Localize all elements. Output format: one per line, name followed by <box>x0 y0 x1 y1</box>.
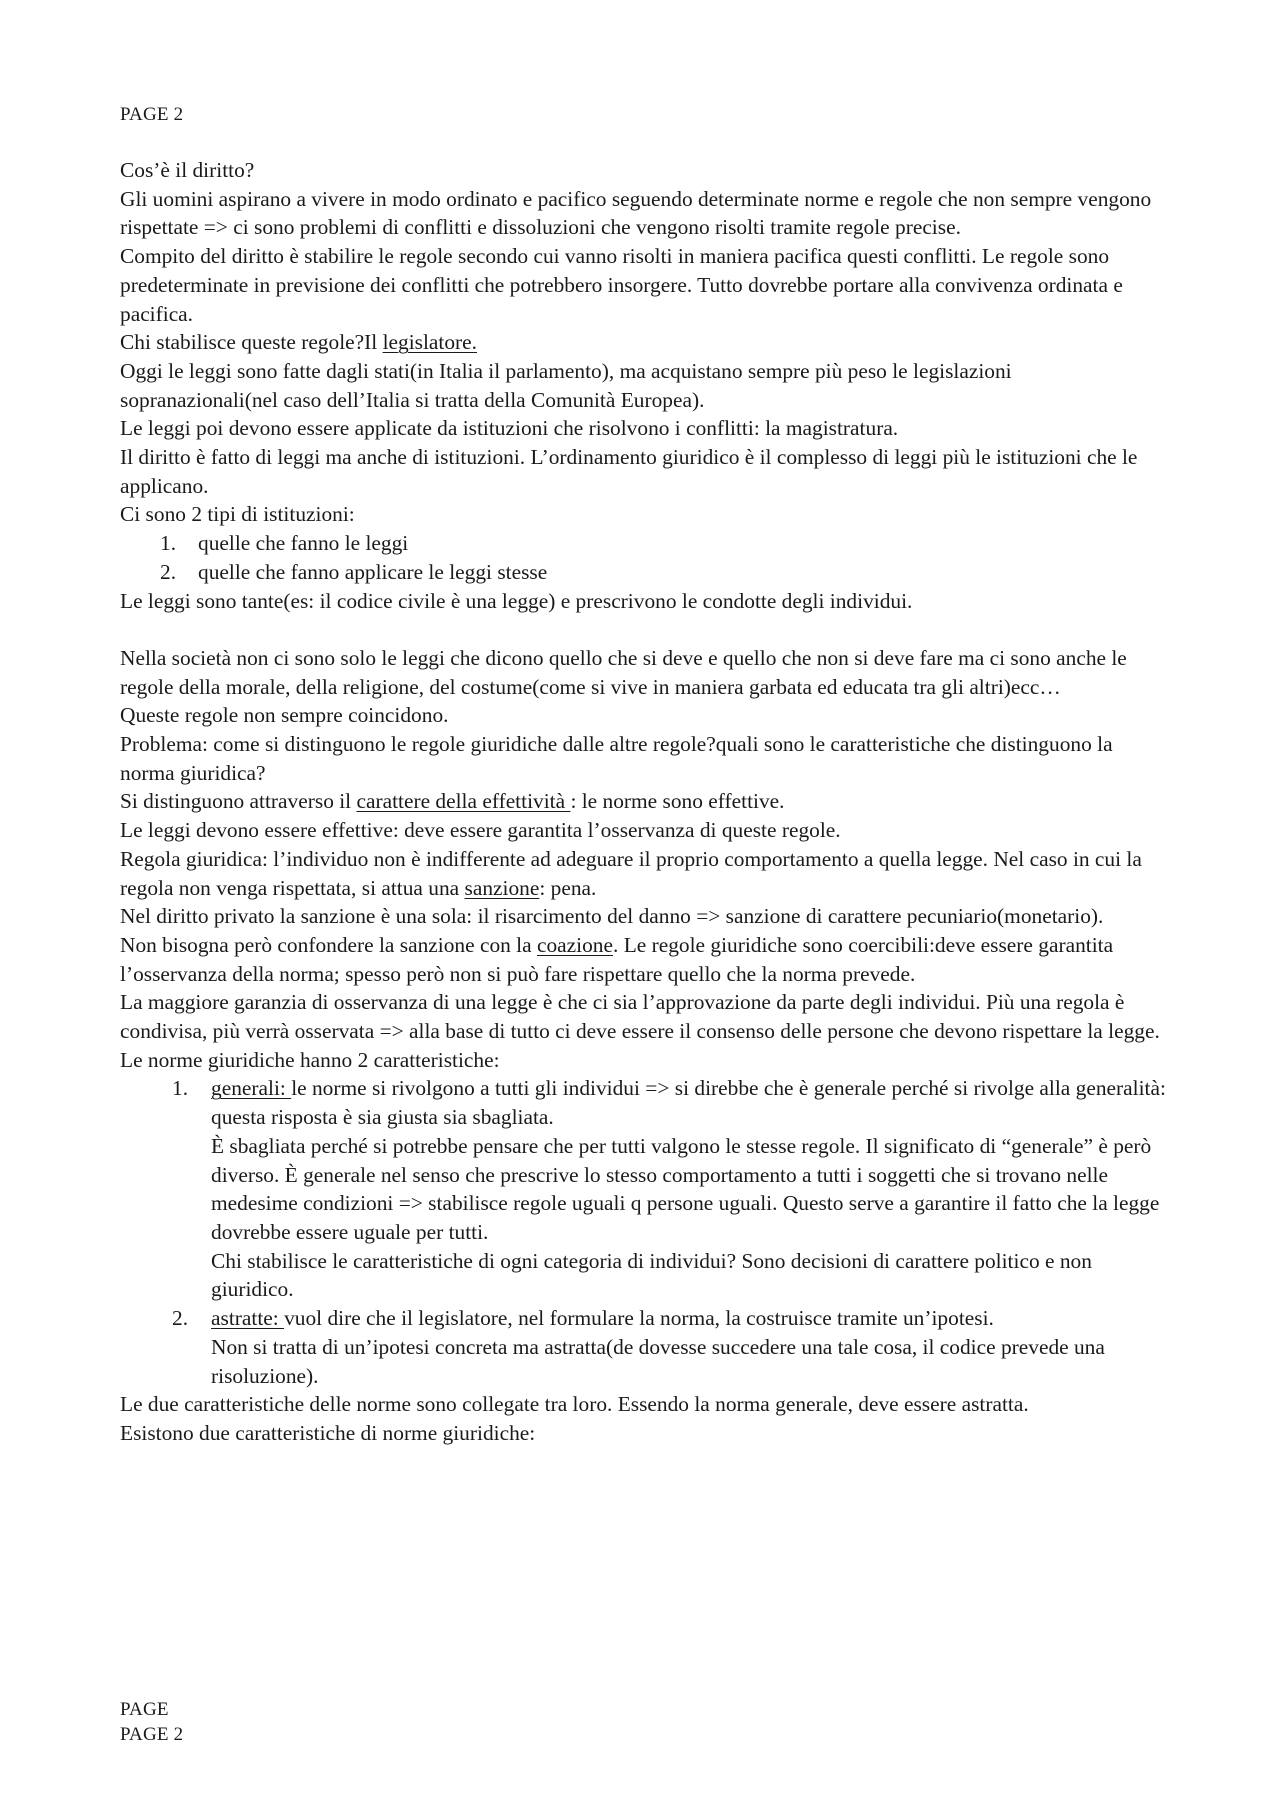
paragraph-coazione <box>120 931 1170 988</box>
paragraph: La maggiore garanzia di osservanza di una legge è che ci sia l’approvazione da parte degli individui. Più una regola è condivisa, più verrà osservata => alla base di tutto ci deve essere il consenso delle persone che devono rispettare la legge. <box>120 990 1160 1044</box>
footer-line: PAGE <box>120 1699 169 1720</box>
list-subparagraph: È sbagliata perché si potrebbe pensare che per tutti valgono le stesse regole. Il significato di “generale” è però diverso. È generale nel senso che prescrive lo stesso comportamento a tutti i soggetti che si trovano nelle medesime condizioni => stabilisce regole uguali q persone uguali. Questo serve a garantire il fatto che la legge dovrebbe essere uguale per tutti. <box>211 1133 1160 1244</box>
list-number: 2. <box>172 1306 189 1331</box>
list-number: 1. <box>172 1076 189 1101</box>
text: Non bisogna però confondere la sanzione con la <box>120 932 537 957</box>
paragraph: Esistono due caratteristiche di norme giuridiche: <box>120 1420 536 1445</box>
paragraph: Il diritto è fatto di leggi ma anche di istituzioni. L’ordinamento giuridico è il complesso di leggi più le istituzioni che le applicano. <box>120 445 1138 498</box>
text: vuol dire che il legislatore, nel formulare la norma, la costruisce tramite un’ipotesi. <box>284 1306 994 1331</box>
paragraph: Cos’è il diritto? <box>120 158 255 182</box>
list-subparagraph: Chi stabilisce le caratteristiche di ogni categoria di individui? Sono decisioni di carattere politico e non giuridico. <box>211 1248 1092 1302</box>
text: Si distinguono attraverso il <box>120 789 357 814</box>
paragraph: Le leggi devono essere effettive: deve essere garantita l’osservanza di queste regole. <box>120 818 841 843</box>
list-number: 1. <box>160 531 177 556</box>
paragraph-legislatore <box>120 328 1170 357</box>
paragraph: Ci sono 2 tipi di istituzioni: <box>120 502 355 527</box>
text: Chi stabilisce queste regole?Il <box>120 330 383 355</box>
istituzioni-list <box>120 529 1170 586</box>
underlined-term: carattere della effettività <box>356 789 571 814</box>
text: Regola giuridica: l’individuo non è indifferente ad adeguare il proprio comportamento a quella legge. Nel caso in cui la regola non venga rispettata, si attua una <box>120 846 1142 900</box>
text: : le norme sono effettive. <box>570 789 785 814</box>
text: : pena. <box>539 875 597 900</box>
list-item <box>120 558 1170 587</box>
underlined-term: coazione <box>536 932 613 957</box>
list-text <box>211 1304 1170 1333</box>
paragraph-sanzione <box>120 845 1170 902</box>
paragraph: Le due caratteristiche delle norme sono collegate tra loro. Essendo la norma generale, deve essere astratta. <box>120 1392 1029 1417</box>
caratteristiche-list <box>120 1074 1170 1390</box>
paragraph: Gli uomini aspirano a vivere in modo ordinato e pacifico seguendo determinate norme e regole che non sempre vengono rispettate => ci sono problemi di conflitti e dissoluzioni che vengono risolti tramite regole precise. <box>120 186 1152 240</box>
blank-line <box>120 615 1170 644</box>
paragraph: Nel diritto privato la sanzione è una sola: il risarcimento del danno => sanzione di carattere pecuniario(monetario). <box>120 904 1104 929</box>
page-footer <box>120 1697 183 1747</box>
list-text: quelle che fanno le leggi <box>198 531 409 556</box>
paragraph: Le leggi poi devono essere applicate da istituzioni che risolvono i conflitti: la magistratura. <box>120 416 899 441</box>
list-item <box>120 1304 1170 1390</box>
underlined-term: sanzione <box>464 875 540 900</box>
paragraph: Le leggi sono tante(es: il codice civile è una legge) e prescrivono le condotte degli individui. <box>120 588 913 613</box>
list-text <box>211 1074 1170 1131</box>
footer-line: PAGE 2 <box>120 1724 184 1745</box>
paragraph: Oggi le leggi sono fatte dagli stati(in Italia il parlamento), ma acquistano sempre più peso le legislazioni sopranazionali(nel caso dell’Italia si tratta della Comunità Europea). <box>120 358 1012 412</box>
paragraph: Nella società non ci sono solo le leggi che dicono quello che si deve e quello che non si deve fare ma ci sono anche le regole della morale, della religione, del costume(come si vive in maniera garbata ed educata tra gli altri)ecc… <box>120 645 1127 699</box>
paragraph: Le norme giuridiche hanno 2 caratteristiche: <box>120 1047 500 1072</box>
underlined-term: legislatore. <box>382 330 478 355</box>
underlined-term: generali: <box>211 1076 292 1101</box>
list-item <box>120 1074 1170 1304</box>
text: le norme si rivolgono a tutti gli individui => si direbbe che è generale perché si rivolge alla generalità: questa risposta è sia giusta sia sbagliata. <box>211 1076 1166 1130</box>
paragraph-effettivita <box>120 787 1170 816</box>
list-subparagraph: Non si tratta di un’ipotesi concreta ma astratta(de dovesse succedere una tale cosa, il codice prevede una risoluzione). <box>211 1334 1105 1388</box>
paragraph: Problema: come si distinguono le regole giuridiche dalle altre regole?quali sono le caratteristiche che distinguono la norma giuridica? <box>120 732 1113 785</box>
underlined-term: astratte: <box>211 1306 285 1331</box>
list-item <box>120 529 1170 558</box>
document-body <box>120 156 1170 1448</box>
paragraph: Queste regole non sempre coincidono. <box>120 703 449 728</box>
list-text: quelle che fanno applicare le leggi stesse <box>198 559 548 584</box>
page-header: PAGE 2 <box>120 104 184 125</box>
paragraph: Compito del diritto è stabilire le regole secondo cui vanno risolti in maniera pacifica questi conflitti. Le regole sono predeterminate in previsione dei conflitti che potrebbero insorgere. Tutto dovrebbe portare alla convivenza ordinata e pacifica. <box>120 244 1123 326</box>
list-number: 2. <box>160 559 177 584</box>
text: . Le regole giuridiche sono coercibili:deve essere garantita l’osservanza della norma; spesso però non si può fare rispettare quello che la norma prevede. <box>120 932 1114 986</box>
